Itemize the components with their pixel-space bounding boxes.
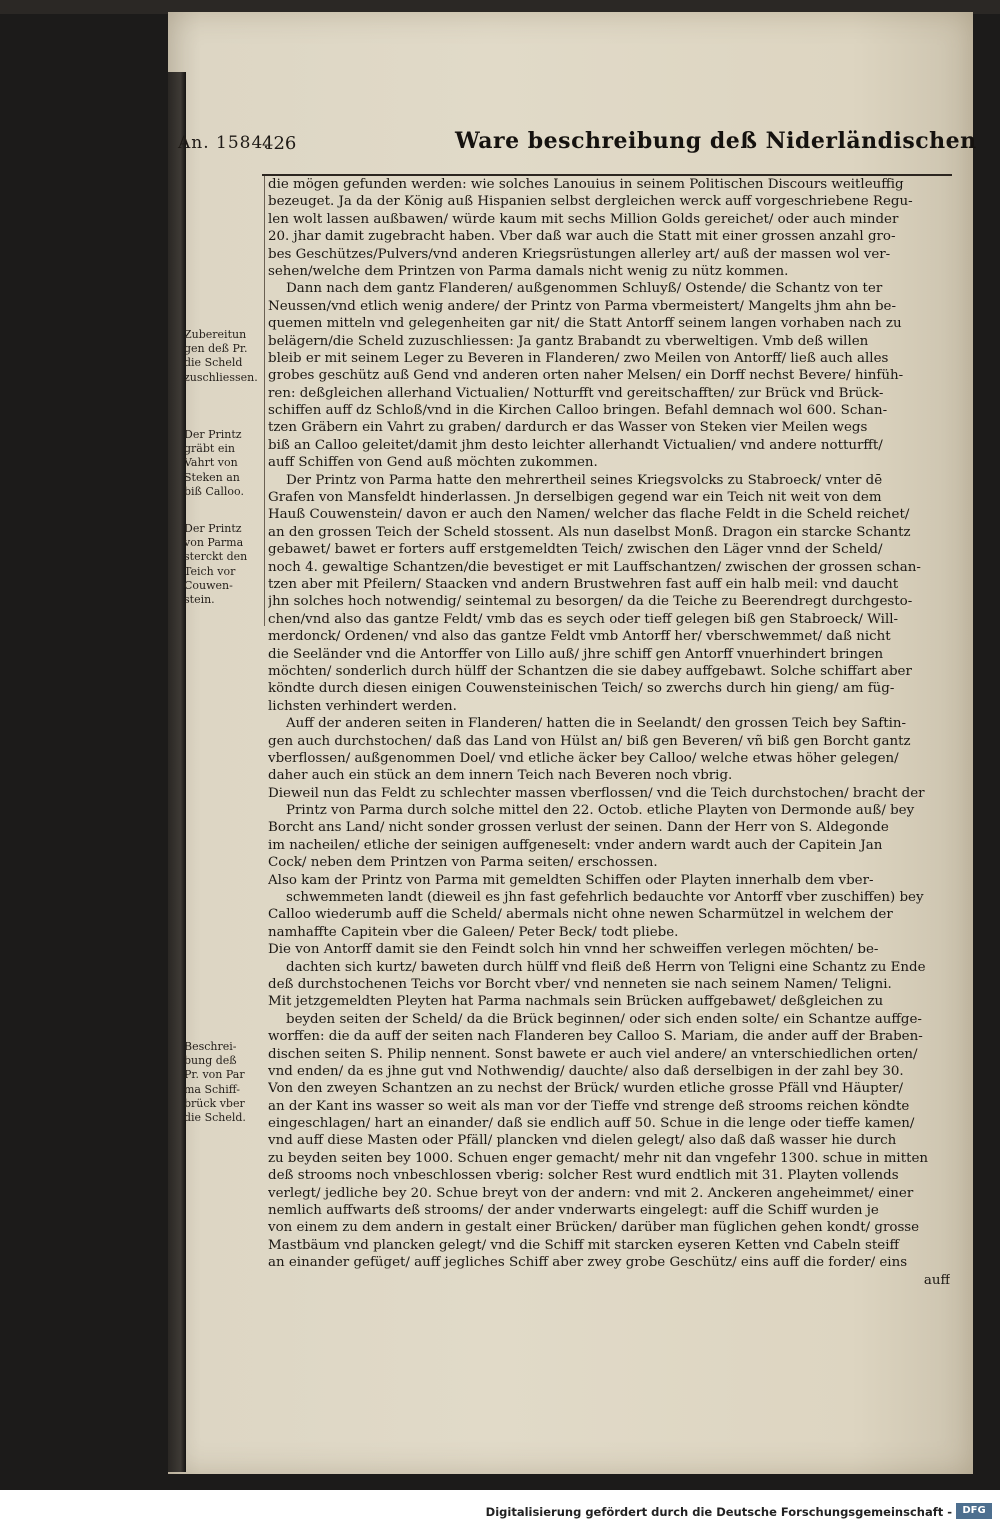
text-line: verlegt/ jedliche bey 20. Schue breyt von der andern: vnd mit 2. Anckeren angeheimmet/ einer [268,1185,914,1201]
text-line: Auff der anderen seiten in Flanderen/ hatten die in Seelandt/ den grossen Teich bey Saftin- [286,716,907,732]
text-line: tzen aber mit Pfeilern/ Staacken vnd andern Brustwehren fast auff ein halb meil: vnd daucht [268,576,899,592]
text-line: deß durchstochenen Teichs vor Borcht vber/ vnd nenneten sie nach seinem Namen/ Teligni. [268,976,892,992]
text-line: Dann nach dem gantz Flanderen/ außgenommen Schluyß/ Ostende/ die Schantz von ter [286,281,883,297]
text-line: auff Schiffen von Gend auß möchten zukommen. [268,455,598,471]
text-line: daher auch ein stück an dem innern Teich nach Beveren noch vbrig. [268,768,733,784]
funding-credit: Digitalisierung gefördert durch die Deutsche Forschungsgemeinschaft - [485,1505,952,1519]
margin-note [184,328,260,385]
text-line: belägern/die Scheld zuzuschliessen: Ja gantz Brabandt zu vberweltigen. Vmb deß willen [268,333,869,349]
text-line: bleib er mit seinem Leger zu Beveren in Flanderen/ zwo Meilen von Antorff/ ließ auch alles [268,350,889,366]
margin-note-line: Beschrei- [184,1040,237,1053]
text-line: dachten sich kurtz/ baweten durch hülff vnd fleiß deß Herrn von Teligni eine Schantz zu Ende [286,959,926,975]
body-text [268,176,950,1289]
running-title: Ware beschreibung deß Niderländischen [455,128,977,154]
margin-note [184,1040,260,1125]
text-line: worffen: die da auff der seiten nach Flanderen bey Calloo S. Mariam, die ander auff der Braben- [268,1029,923,1045]
text-line: gen auch durchstochen/ daß das Land von Hülst an/ biß gen Beveren/ vñ biß gen Borcht gantz [268,733,911,749]
margin-note-line: Der Printz [184,428,242,441]
text-line: bes Geschützes/Pulvers/vnd anderen Kriegsrüstungen allerley art/ auß der massen wol ver- [268,246,891,262]
text-line: noch 4. gewaltige Schantzen/die bevestiget er mit Lauffschantzen/ zwischen der grossen schan- [268,559,921,575]
text-line: Die von Antorff damit sie den Feindt solch hin vnnd her schweiffen verlegen möchten/ be- [268,942,879,958]
text-line: dischen seiten S. Philip nennent. Sonst bawete er auch viel andere/ an vnterschiedlichen orten/ [268,1046,918,1062]
text-line: biß an Calloo geleitet/damit jhm desto leichter allerhandt Victualien/ vnd andere notturfft/ [268,437,883,453]
text-line: Mit jetzgemeldten Pleyten hat Parma nachmals sein Brücken auffgebawet/ deßgleichen zu [268,994,884,1010]
margin-note-line: Steken an [184,470,240,484]
text-line: auff [923,1272,950,1288]
page-year-heading: An. 1584. [178,133,270,153]
margin-note-line: Couwen- [184,578,233,592]
margin-note-line: die Scheld [184,356,243,370]
text-line: 20. jhar damit zugebracht haben. Vber daß war auch die Statt mit einer grossen anzahl gro- [268,229,896,245]
text-line: möchten/ sonderlich durch hülff der Schantzen die sie dabey auffgebawt. Solche schiffart aber [268,663,912,679]
margin-rule [264,176,265,626]
text-line: im nacheilen/ etliche der seinigen auffgeneselt: vnder andern wardt auch der Capitein Jan [268,837,883,853]
margin-note-line: ma Schiff- [184,1082,240,1096]
text-line: eingeschlagen/ hart an einander/ daß sie endlich auff 50. Schue in die lenge oder tieffe kamen/ [268,1116,915,1132]
text-line: len wolt lassen außbawen/ würde kaum mit sechs Million Golds gereichet/ oder auch minder [268,211,899,227]
margin-note [184,522,260,607]
text-line: bezeuget. Ja da der König auß Hispanien selbst dergleichen werck auff vorgeschriebene Regu- [268,194,913,210]
margin-note [184,428,260,499]
text-line: vberflossen/ außgenommen Doel/ vnd etliche äcker bey Calloo/ welche etwas höher gelegen/ [268,750,899,766]
dfg-logo: DFG [956,1503,992,1519]
text-line: schwemmeten landt (dieweil es jhn fast gefehrlich bedauchte vor Antorff vber zuschiffen) bey [286,890,924,906]
text-line: gebawet/ bawet er forters auff erstgemeldten Teich/ zwischen den Läger vnnd der Scheld/ [268,542,883,558]
text-line: deß strooms noch vnbeschlossen vberig: solcher Rest wurd endtlich mit 31. Playten vollends [268,1168,899,1184]
text-line: Calloo wiederumb auff die Scheld/ abermals nicht ohne newen Scharmützel in welchem der [268,907,893,923]
text-line: Neussen/vnd etlich wenig andere/ der Printz von Parma vbermeistert/ Mangelts jhm ahn be- [268,298,896,314]
text-line: merdonck/ Ordenen/ vnd also das gantze Feldt vmb Antorff her/ vberschwemmet/ daß nicht [268,629,891,645]
text-line: an der Kant ins wasser so weit als man vor der Tieffe vnd strenge deß strooms reichen köndte [268,1098,910,1114]
text-line: an einander gefüget/ auff jegliches Schiff aber zwey grobe Geschütz/ eins auff die forder/ eins [268,1255,908,1271]
text-line: die Seeländer vnd die Antorffer von Lillo auß/ jhre schiff gen Antorff vnuerhindert bringen [268,646,884,662]
text-line: lichsten verhindert werden. [268,698,457,714]
margin-note-line: stein. [184,593,215,607]
margin-note-line: zuschliessen. [184,370,258,384]
margin-note-line: Pr. von Par [184,1068,245,1082]
text-line: beyden seiten der Scheld/ da die Brück beginnen/ oder sich enden solte/ ein Schantze auffge- [286,1011,922,1027]
text-line: Mastbäum vnd plancken gelegt/ vnd die Schiff mit starcken eyseren Ketten vnd Cabeln steiff [268,1237,899,1253]
text-line: tzen Gräbern ein Vahrt zu graben/ dardurch er das Wasser von Steken vier Meilen wegs [268,420,868,436]
margin-note-line: bung deß [184,1054,237,1068]
text-line: chen/vnd also das gantze Feldt/ vmb das es seych oder tieff gelegen biß gen Stabroeck/ Will- [268,611,899,627]
text-line: Von den zweyen Schantzen an zu nechst der Brück/ wurden etliche grosse Pfäll vnd Häupter/ [268,1081,903,1097]
text-line: Borcht ans Land/ nicht sonder grossen verlust der seinen. Dann der Herr von S. Aldegonde [268,820,889,836]
text-line: Hauß Couwenstein/ davon er auch den Namen/ welcher das flache Feldt in die Scheld reichet/ [268,507,910,523]
margin-note-line: die Scheld. [184,1111,246,1125]
margin-note-line: biß Calloo. [184,484,244,498]
text-line: vnd auff diese Masten oder Pfäll/ plancken vnd dielen gelegt/ also daß daß wasser hie durch [268,1133,897,1149]
text-line: Grafen von Mansfeldt hinderlassen. Jn derselbigen gegend war ein Teich nit weit von dem [268,490,882,506]
text-line: Cock/ neben dem Printzen von Parma seiten/ erschossen. [268,855,658,871]
text-line: Also kam der Printz von Parma mit gemeldten Schiffen oder Playten innerhalb dem vber- [268,872,874,888]
text-line: Der Printz von Parma hatte den mehrertheil seines Kriegsvolcks zu Stabroeck/ vnter dē [286,472,883,488]
margin-note-line: Der Printz [184,522,242,535]
text-line: ren: deßgleichen allerhand Victualien/ Notturfft vnd gereitschafften/ zur Brück vnd Brück- [268,385,884,401]
text-line: sehen/welche dem Printzen von Parma damals nicht wenig zu nütz kommen. [268,263,789,279]
text-line: die mögen gefunden werden: wie solches Lanouius in seinem Politischen Discours weitleuffig [268,177,904,192]
margin-note-line: gräbt ein [184,442,235,456]
text-line: schiffen auff dz Schloß/vnd in die Kirchen Calloo bringen. Befahl demnach wol 600. Schan- [268,403,888,419]
page-gutter [168,72,186,1472]
margin-note-line: brück vber [184,1096,245,1110]
text-line: köndte durch diesen einigen Couwensteinischen Teich/ so zwerchs durch hin gieng/ am füg- [268,681,895,697]
text-line: Printz von Parma durch solche mittel den 22. Octob. etliche Playten von Dermonde auß/ bey [286,803,915,819]
text-line: Dieweil nun das Feldt zu schlechter massen vberflossen/ vnd die Teich durchstochen/ bracht der [268,785,925,801]
page-number: 426 [262,133,297,154]
text-line: grobes geschütz auß Gend vnd anderen orten naher Melsen/ ein Dorff nechst Bevere/ hinfüh- [268,368,904,384]
text-line: an den grossen Teich der Scheld stossent. Als nun daselbst Monß. Dragon ein starcke Schantz [268,524,911,540]
text-line: jhn solches hoch notwendig/ seintemal zu besorgen/ da die Teiche zu Beerendregt durchgesto- [268,594,913,610]
margin-note-line: sterckt den [184,550,248,564]
text-line: nemlich auffwarts deß strooms/ der ander vnderwarts eingelegt: auff die Schiff wurden je [268,1203,879,1219]
text-line: quemen mitteln vnd gelegenheiten gar nit/ die Statt Antorff seinem langen vorhaben nach zu [268,316,902,332]
text-line: von einem zu dem andern in gestalt einer Brücken/ darüber man füglichen gehen kondt/ grosse [268,1220,920,1236]
text-line: zu beyden seiten bey 1000. Schuen enger gemacht/ mehr nit dan vngefehr 1300. schue in mitten [268,1150,929,1166]
margin-note-line: gen deß Pr. [184,342,248,356]
text-line: vnd enden/ da es jhne gut vnd Nothwendig/ dauchte/ also daß derselbigen in der zahl bey 30. [268,1063,904,1079]
margin-note-line: von Parma [184,536,244,550]
margin-note-line: Vahrt von [184,456,238,470]
text-line: namhaffte Capitein vber die Galeen/ Peter Beck/ todt pliebe. [268,924,679,940]
margin-note-line: Teich vor [184,564,236,578]
margin-note-line: Zubereitun [184,328,247,341]
